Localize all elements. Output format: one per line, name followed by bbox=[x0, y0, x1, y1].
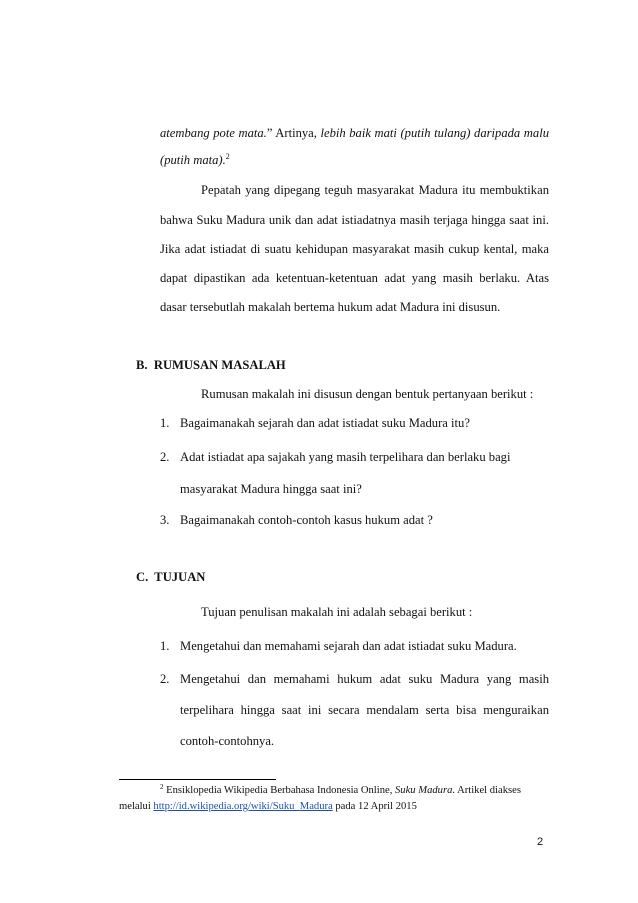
list-item: Bagaimanakah contoh-contoh kasus hukum adat ? bbox=[180, 513, 433, 527]
list-item-continuation: terpelihara hingga saat ini secara mendalam serta bisa menguraikan bbox=[180, 703, 549, 717]
footnote-number: 2 bbox=[160, 783, 164, 791]
list-item: Mengetahui dan memahami hukum adat suku Madura yang masih bbox=[180, 672, 549, 686]
list-number: 1. bbox=[160, 639, 170, 653]
section-c-intro: Tujuan penulisan makalah ini adalah sebagai berikut : bbox=[201, 605, 473, 619]
section-b-intro: Rumusan makalah ini disusun dengan bentuk pertanyaan berikut : bbox=[201, 387, 534, 401]
list-number: 2. bbox=[160, 672, 170, 686]
quote-translation-end: (putih mata). bbox=[160, 153, 226, 167]
paragraph-line: bahwa Suku Madura unik dan adat istiadatnya masih terjaga hingga saat ini. bbox=[160, 213, 549, 227]
list-number: 1. bbox=[160, 416, 170, 430]
footnote-reference: 2 bbox=[225, 152, 230, 161]
quote-madurese: atembang pote mata. bbox=[160, 126, 267, 140]
list-item: Mengetahui dan memahami sejarah dan adat istiadat suku Madura. bbox=[180, 639, 517, 653]
quote-translation: lebih baik mati (putih tulang) daripada malu bbox=[320, 126, 549, 140]
footnote-separator bbox=[119, 779, 276, 780]
intro-line-1 bbox=[160, 125, 549, 141]
list-number: 3. bbox=[160, 513, 170, 527]
footnote-url-link[interactable]: http://id.wikipedia.org/wiki/Suku_Madura bbox=[153, 801, 333, 812]
quote-translation-prefix: ” Artinya, bbox=[266, 126, 321, 140]
footnote-line-1: $^2$ Ensiklopedia Wikipedia Berbahasa Indonesia Online, Suku Madura. Artikel diakses bbox=[160, 783, 521, 796]
list-item: Bagaimanakah sejarah dan adat istiadat suku Madura itu? bbox=[180, 416, 470, 430]
footnote-title: Suku Madura bbox=[395, 785, 453, 796]
list-item-continuation: masyarakat Madura hingga saat ini? bbox=[180, 482, 362, 496]
page-number: 2 bbox=[537, 836, 544, 848]
paragraph-line: dapat dipastikan ada ketentuan-ketentuan adat yang masih berlaku. Atas bbox=[160, 271, 549, 285]
list-item: Adat istiadat apa sajakah yang masih terpelihara dan berlaku bagi bbox=[180, 450, 511, 464]
list-item-continuation: contoh-contohnya. bbox=[180, 734, 275, 748]
intro-line-2 bbox=[160, 152, 230, 168]
list-number: 2. bbox=[160, 450, 170, 464]
paragraph-line: Pepatah yang dipegang teguh masyarakat Madura itu membuktikan bbox=[201, 183, 549, 197]
paragraph-line: Jika adat istiadat di suatu kehidupan masyarakat masih cukup kental, maka bbox=[160, 242, 549, 256]
paragraph-line: dasar tersebutlah makalah bertema hukum adat Madura ini disusun. bbox=[160, 300, 501, 314]
section-c-heading: C. TUJUAN bbox=[136, 570, 206, 584]
footnote-line-2: melalui http://id.wikipedia.org/wiki/Suku_Madura pada 12 April 2015 bbox=[119, 801, 417, 812]
section-b-heading: B. RUMUSAN MASALAH bbox=[136, 358, 286, 372]
